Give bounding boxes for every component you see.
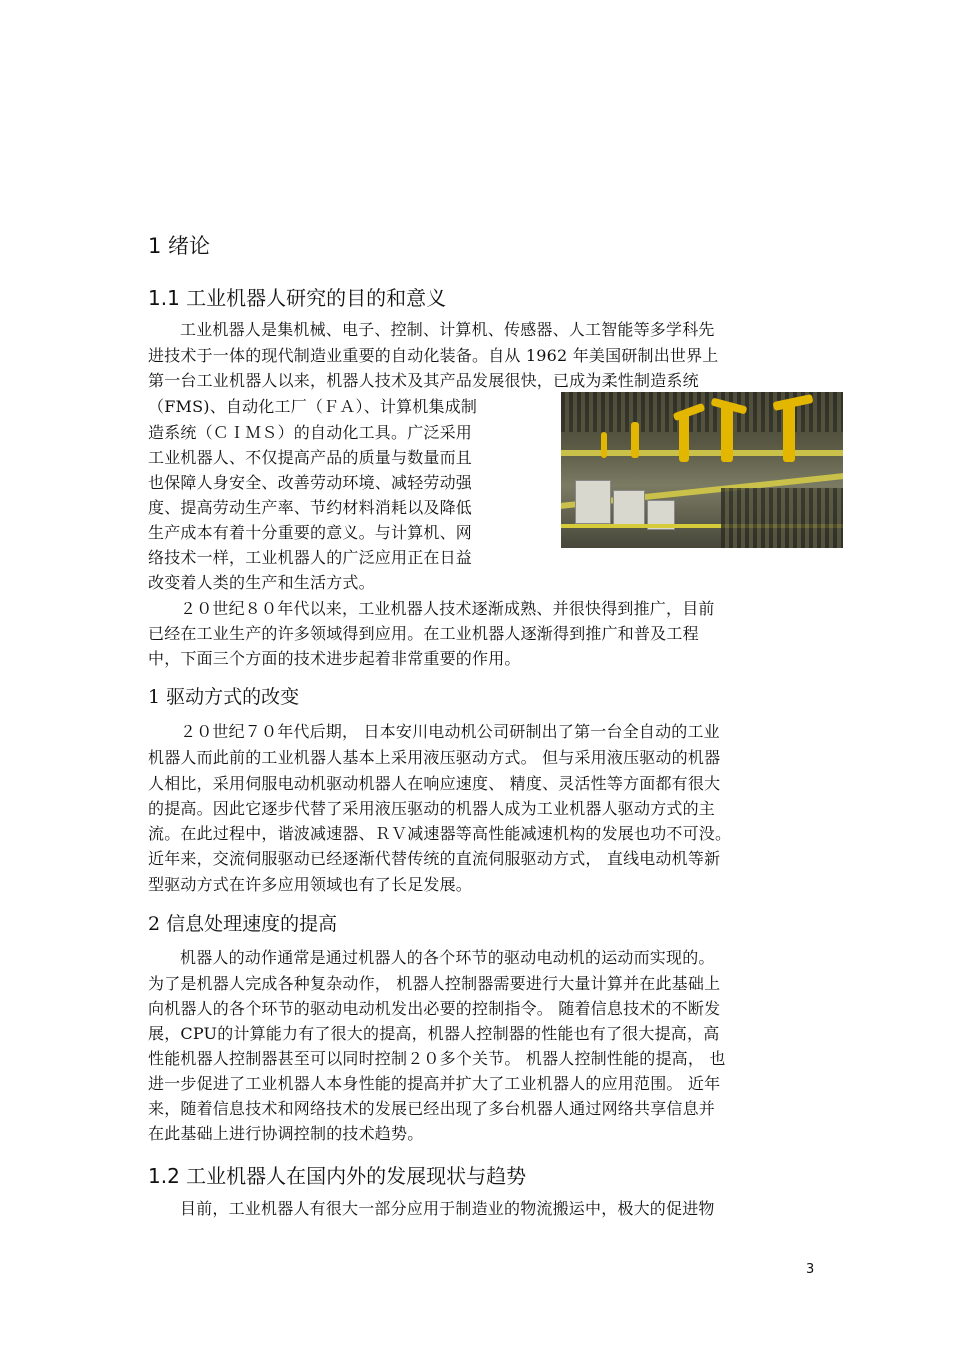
section-1-1-title: 1.1 工业机器人研究的目的和意义 [148, 286, 447, 310]
para1-line: 进技术于一体的现代制造业重要的自动化装备。自从 1962 年美国研制出世界上 [148, 346, 719, 365]
para1-line: 改变着人类的生产和生活方式。 [148, 573, 375, 592]
para1-line: 生产成本有着十分重要的意义。与计算机、网 [148, 523, 473, 542]
section-1-2-title: 1.2 工业机器人在国内外的发展现状与趋势 [148, 1164, 527, 1188]
chapter-title: 1 绪论 [148, 234, 211, 258]
para4-line: 进一步促进了工业机器人本身性能的提高并扩大了工业机器人的应用范围。 近年 [148, 1074, 721, 1093]
subsection-processing-title: 2 信息处理速度的提高 [148, 913, 338, 935]
para1-line: 工业机器人是集机械、电子、控制、计算机、传感器、人工智能等多学科先 [180, 320, 715, 339]
para3-line: 流。在此过程中，谐波减速器、ＲＶ减速器等高性能减速机构的发展也功不可没。 [148, 824, 732, 843]
para4-line: 为了是机器人完成各种复杂动作， 机器人控制器需要进行大量计算并在此基础上 [148, 974, 721, 993]
para4-line: 来，随着信息技术和网络技术的发展已经出现了多台机器人通过网络共享信息并 [148, 1099, 716, 1118]
para3-line: 型驱动方式在许多应用领域也有了长足发展。 [148, 875, 473, 894]
para5-line: 目前，工业机器人有很大一部分应用于制造业的物流搬运中，极大的促进物 [180, 1199, 715, 1218]
para1-line: 络技术一样，工业机器人的广泛应用正在日益 [148, 548, 473, 567]
para4-line: 展，CPU的计算能力有了很大的提高，机器人控制器的性能也有了很大提高，高 [148, 1024, 720, 1043]
para4-line: 机器人的动作通常是通过机器人的各个环节的驱动电动机的运动而实现的。 [180, 948, 715, 967]
para3-line: 的提高。因此它逐步代替了采用液压驱动的机器人成为工业机器人驱动方式的主 [148, 799, 716, 818]
para2-line: 中，下面三个方面的技术进步起着非常重要的作用。 [148, 649, 521, 668]
para2-line: ２０世纪８０年代以来，工业机器人技术逐渐成熟、并很快得到推广，目前 [180, 599, 715, 618]
para3-line: 人相比，采用伺服电动机驱动机器人在响应速度、 精度、灵活性等方面都有很大 [148, 774, 721, 793]
para4-line: 在此基础上进行协调控制的技术趋势。 [148, 1124, 424, 1143]
industrial-robot-photo [561, 392, 843, 548]
para1-line: 第一台工业机器人以来，机器人技术及其产品发展很快，已成为柔性制造系统 [148, 371, 699, 390]
para4-line: 性能机器人控制器甚至可以同时控制２０多个关节。 机器人控制性能的提高， 也 [148, 1049, 726, 1068]
subsection-drive-title: 1 驱动方式的改变 [148, 686, 300, 708]
page-number: 3 [806, 1262, 815, 1277]
para1-line: 造系统（ＣＩＭＳ）的自动化工具。广泛采用 [148, 423, 473, 442]
para3-line: 机器人而此前的工业机器人基本上采用液压驱动方式。 但与采用液压驱动的机器 [148, 748, 721, 767]
para2-line: 已经在工业生产的许多领域得到应用。在工业机器人逐渐得到推广和普及工程 [148, 624, 699, 643]
para3-line: ２０世纪７０年代后期， 日本安川电动机公司研制出了第一台全自动的工业 [180, 722, 720, 741]
para4-line: 向机器人的各个环节的驱动电动机发出必要的控制指令。 随着信息技术的不断发 [148, 999, 721, 1018]
para1-line: （FMS)、自动化工厂（ＦＡ）、计算机集成制 [148, 397, 478, 416]
para1-line: 工业机器人、不仅提高产品的质量与数量而且 [148, 448, 473, 467]
para3-line: 近年来，交流伺服驱动已经逐渐代替传统的直流伺服驱动方式， 直线电动机等新 [148, 849, 721, 868]
para1-line: 度、提高劳动生产率、节约材料消耗以及降低 [148, 498, 473, 517]
para1-line: 也保障人身安全、改善劳动环境、减轻劳动强 [148, 473, 473, 492]
